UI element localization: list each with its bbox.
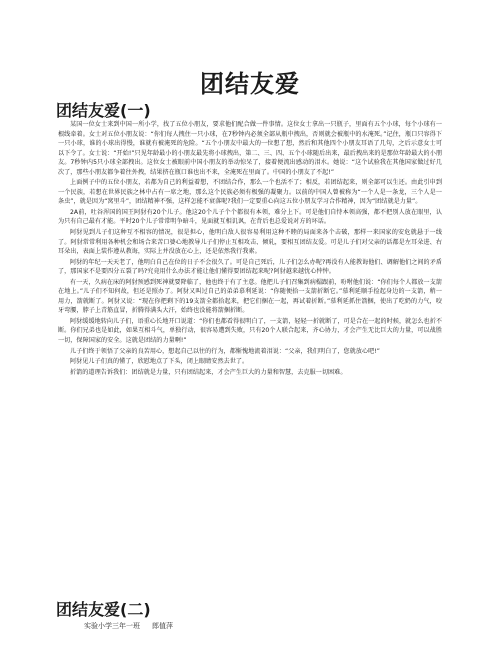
section-1-body (58, 120, 442, 378)
paragraph: 2A前，吐谷浑国的国王阿豺有20个儿子。他这20个儿子个个都很有本领，难分上下。可是他们自恃本领高强，都不把别人放在眼里，认为只有自己最有才能。平时20个儿子常常明争暗斗，见面就互相讥讽，在背后也总爱说对方的坏话。 (58, 208, 442, 226)
paragraph: 阿豺见儿子们真的懂了，欣慰地点了下头，闭上眼睛安然去世了。 (70, 358, 249, 366)
paragraph: 上面例子中的五位小朋友，若都为自己的利益着想，不团结合作，那么一个也活不了；相反，若团结起来，则全部可以生还。由此引申到一个民族，若想在世界民族之林中占有一席之地，那么这个民族必须有极强的凝聚力。以前的中国人曾被称为“一个人是一条龙，三个人是一条虫”，就是因为“窝里斗”，团结精神不强，这样怎能不衰落呢?我们一定要重心向这五位小朋友学习合作精神，因为“团结就是力量”。 (58, 179, 442, 206)
paragraph: 阿豺缓缓地转向儿子们，语重心长地开口说道：“你们也都看得很明白了，一支箭，轻轻一折就断了，可是合在一起的时候，就怎么也折不断。你们兄弟也是如此，如果互相斗气，单独行动，很容易遭到失败，只有20个人联合起来，齐心协力，才会产生无比巨大的力量，可以战胜一切，保障国家的安全。这就是团结的力量啊!” (58, 317, 442, 345)
byline (84, 621, 173, 631)
paragraph: 阿豺见到儿子们这种互不相容的情况，很是担心，他明白敌人很容易利用这种不睦的局面来各个击破，那样一来国家的安危就悬于一线了。阿豺常常利用各种机会和场合来苦口婆心地教导儿子们停止互相攻击、倾轧，要相互团结友爱。可是儿子们对父亲的话都是左耳朵进、右耳朵出，表面上装作遵从教诲，实际上并没放在心上，还是依然我行我素。 (58, 229, 442, 256)
byline-class: 实验小学三年一班 (84, 622, 140, 630)
document-title: 团结友爱 (200, 70, 300, 98)
section-heading-1: 团结友爱(一) (56, 101, 151, 120)
paragraph: 阿豺的年纪一天天老了，他明白自己在位的日子不会很久了。可是自己死后，儿子们怎么办呢?再没有人能教诲他们、调解他们之间的矛盾了，那国家不是要四分五裂了吗?究竟用什么办法才能让他们懂得要团结起来呢?阿豺越来越忧心忡忡。 (58, 258, 442, 276)
paragraph: 折箭的道理告诉我们：团结就是力量，只有团结起来，才会产生巨大的力量和智慧，去克服一切困难。 (70, 368, 347, 376)
paragraph: 某国一位女士来到中国一所小学，找了五位小朋友，要求他们配合做一件事情。这位女士拿出一只瓶子，里面有五个小球，每个小球有一根线牵着。女士对五位小朋友说：“你们每人拽住一只小球，在7秒钟内必须全部从瓶中拽出，否则就会被瓶中的水淹死。”记住，瓶口只容得下一只小球，谁的小球出得慢，谁就有被淹死的危险。“五个小朋友中最大的一位想了想，然后和其他四个小朋友耳语了几句，之后示意女士可以下令了。女士说：“开始!”只见年龄最小的小朋友最先将小球拽出，第二、三、四、五个小球随后出来，最后拽出来的是那位年龄最大的小朋友。7秒钟内5只小球全部拽出。这位女士被眼前中国小朋友的举动惊呆了，接着便流出感动的泪水。她说：“这个试验我在其他国家做过好几次了，那些小朋友都争着往外拽，结果挤在瓶口谁也出不来，全淹死在里面了。中国的小朋友了不起!” (58, 121, 442, 176)
byline-author: 郎值萍 (152, 622, 173, 630)
paragraph: 儿子们终于领悟了父亲的良苦用心，想起自己以往的行为，都惭愧地流着泪说：“父亲，我们明白了，您就放心吧!” (70, 347, 380, 355)
paragraph: 有一天，久病在床的阿豺预感到死神就要降临了，他也终于有了主意。他把儿子们召集到病榻跟前，吩咐他们说：“你们每个人都放一支箭在地上。”儿子们不知何故，但还是照办了。阿豺又叫过自己的弟弟慕利延说：“你随便拾一支箭折断它。”慕利延顺手捡起身边的一支箭，稍一用力，箭就断了。阿豺又说：“现在你把剩下的19支箭全都拾起来，把它们捆在一起，再试着折断。”慕利延抓住箭捆，使出了吃奶的力气，咬牙弯腰，脖子上青筋直冒，折腾得满头大汗，始终也没能将箭捆折断。 (58, 278, 442, 315)
section-heading-2: 团结友爱(二) (56, 600, 151, 619)
